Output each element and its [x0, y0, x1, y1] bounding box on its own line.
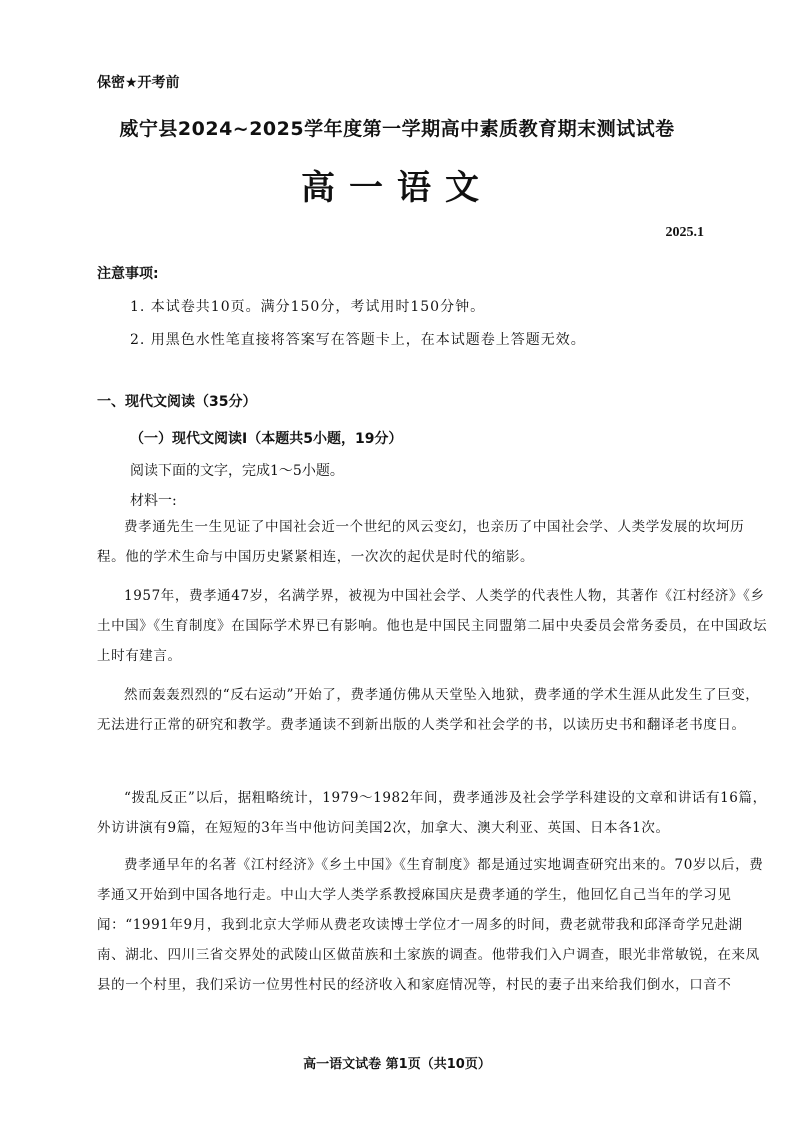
notice-item: 1. 本试卷共10页。满分150分，考试用时150分钟。 — [130, 299, 486, 315]
reading-instruction: 阅读下面的文字，完成1～5小题。 — [130, 463, 344, 479]
notice-item: 2. 用黑色水性笔直接将答案写在答题卡上，在本试题卷上答题无效。 — [130, 332, 586, 348]
exam-date: 2025.1 — [665, 225, 704, 240]
subject-title: 高一语文 — [301, 168, 493, 208]
exam-title: 威宁县2024~2025学年度第一学期高中素质教育期末测试试卷 — [119, 118, 675, 140]
paragraph: 费孝通先生一生见证了中国社会近一个世纪的风云变幻，也亲历了中国社会学、人类学发展的坎坷历程。他的学术生命与中国历史紧紧相连，一次次的起伏是时代的缩影。 — [97, 519, 745, 565]
paragraph: 然而轰轰烈烈的“反右运动”开始了，费孝通仿佛从天堂坠入地狱，费孝通的学术生涯从此发生了巨变，无法进行正常的研究和教学。费孝通读不到新出版的人类学和社会学的书，以读历史书和翻译老书度日。 — [97, 687, 760, 733]
section-title: 一、现代文阅读（35分） — [97, 394, 257, 410]
material-label: 材料一: — [130, 493, 177, 509]
notice-heading: 注意事项: — [97, 266, 159, 282]
paragraph: “拨乱反正”以后，据粗略统计，1979～1982年间，费孝通涉及社会学学科建设的文章和讲话有16篇，外访讲演有9篇，在短短的3年当中他访问美国2次，加拿大、澳大利亚、英国、日本各1次。 — [97, 790, 767, 836]
page-footer: 高一语文试卷 第1页（共10页） — [303, 1057, 491, 1072]
subsection-title: （一）现代文阅读Ⅰ（本题共5小题，19分） — [130, 431, 403, 447]
paragraph: 费孝通早年的名著《江村经济》《乡土中国》《生育制度》都是通过实地调查研究出来的。70岁以后，费孝通又开始到中国各地行走。中山大学人类学系教授麻国庆是费孝通的学生，他回忆自己当年的学习见闻：“1991年9月，我到北京大学师从费老攻读博士学位才一周多的时间，费老就带我和邱泽奇学兄赴湖南、湖北、四川三省交界处的武陵山区做苗族和土家族的调查。他带我们入户调查，眼光非常敏锐，在来凤县的一个村里，我们采访一位男性村民的经济收入和家庭情况等，村民的妻子出来给我们倒水，口音不 — [97, 857, 764, 993]
paragraph: 1957年，费孝通47岁，名满学界，被视为中国社会学、人类学的代表性人物，其著作《江村经济》《乡土中国》《生育制度》在国际学术界已有影响。他也是中国民主同盟第二届中央委员会常务委员，在中国政坛上时有建言。 — [97, 588, 768, 664]
confidential-label: 保密★开考前 — [97, 75, 180, 91]
